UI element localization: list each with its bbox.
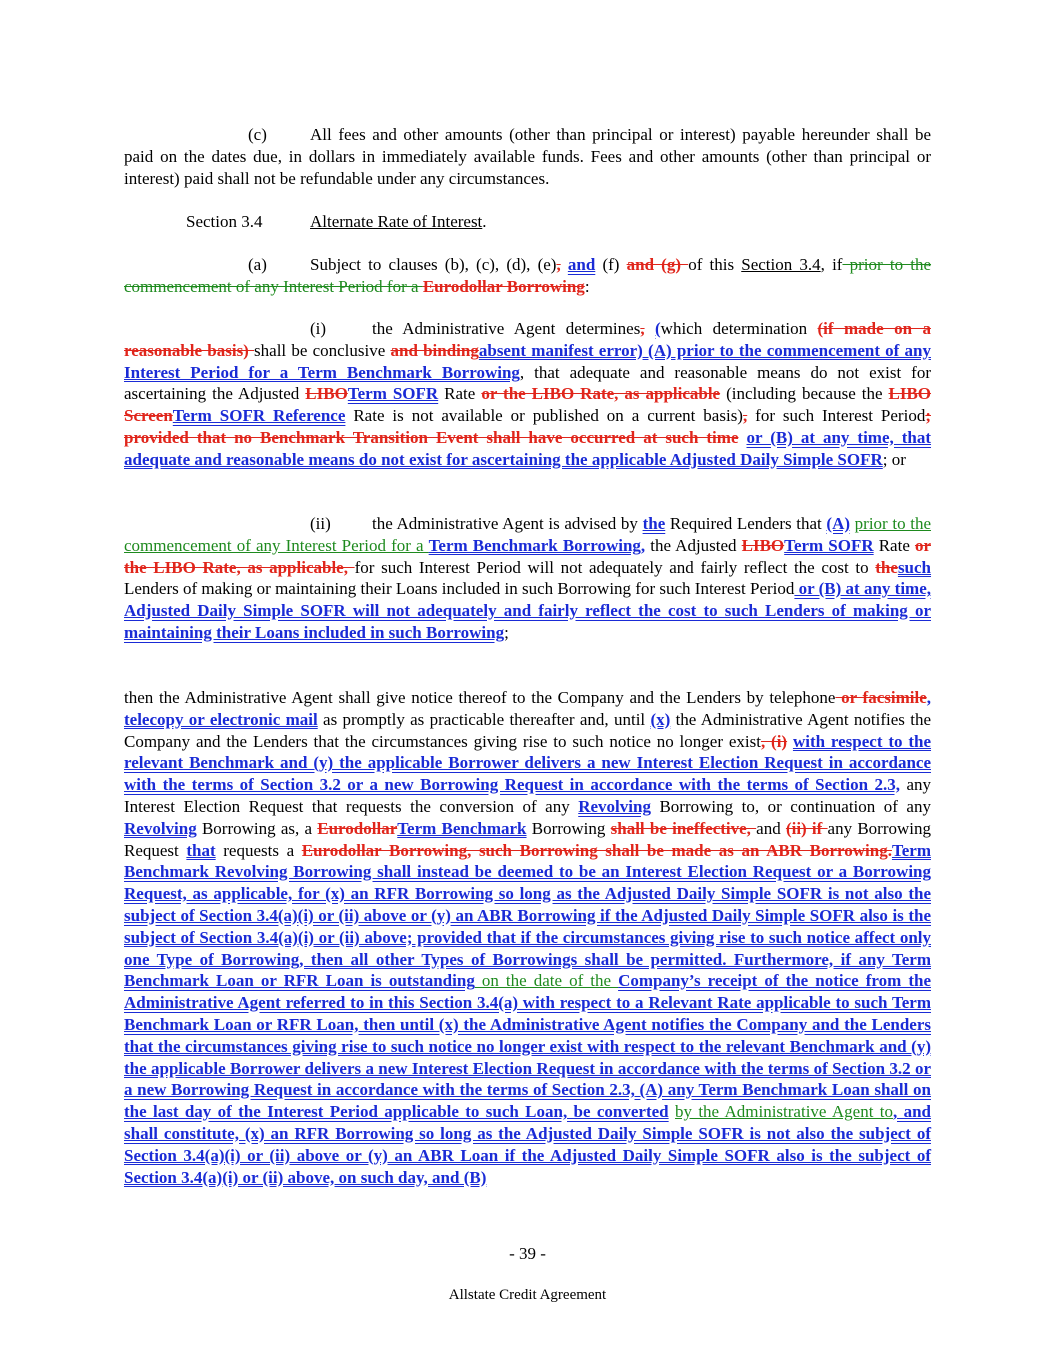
text-run: as promptly as practicable thereafter and, until (317, 709, 651, 729)
deleted-text: Eurodollar (317, 818, 398, 838)
inserted-text: the (642, 514, 666, 533)
text-run: any Borrowing Request (124, 818, 931, 860)
inserted-text: Revolving (578, 796, 651, 816)
inserted-text: Term SOFR (347, 384, 439, 404)
text-run: and (756, 818, 786, 838)
inserted-text: with respect to the relevant Benchmark and (y) the applicable Borrower delivers a new Interest Election Request in accordance with the terms of Section 3.2 or a new Borrowing Request in accordance with the terms of Section 2.3, (124, 731, 932, 795)
paragraph-c-text: All fees and other amounts (other than principal or interest) payable hereunder shall be paid on the dates due, in dollars in immediately available funds. Fees and other amounts (other than principal or interest) paid shall not be refundable under any circumstances. (124, 125, 931, 188)
deleted-text: the (875, 557, 898, 577)
section-heading (124, 211, 931, 233)
inserted-text: Term SOFR (784, 535, 874, 555)
text-run: Borrowing to, or continuation of any (650, 796, 931, 816)
inserted-text: that (186, 840, 216, 860)
text-run: Rate is not available or published on a current basis) (345, 406, 743, 426)
inserted-text: such (897, 557, 932, 577)
inserted-text: , telecopy or electronic mail (124, 688, 931, 729)
deleted-text: shall be ineffective, (610, 818, 757, 838)
text-run: (f) (595, 255, 627, 274)
text-run: requests a (215, 840, 302, 860)
text-run: the Administrative Agent is advised by (372, 514, 643, 533)
inserted-text: Company’s receipt of the notice from the Administrative Agent referred to in this Section 3.4(a) with respect to a Relevant Rate applicable to such Term Benchmark Loan or RFR Loan, then until (x) the Administrative Agent notifies the Company and the Lenders that the circumstances giving rise to such notice no longer exist with respect to the relevant Benchmark and (y) the applicable Borrower delivers a new Interest Election Request in accordance with the terms of Section 3.2 or a new Borrowing Request in accordance with the terms of Section 2.3, (A) any Term Benchmark Loan shall on the last day of the Interest Period applicable to such Loan, be converted (124, 971, 931, 1122)
text-run: of this (688, 255, 742, 274)
text-run: then the Administrative Agent shall give notice thereof to the Company and the Lenders by telephone (124, 688, 836, 707)
text-run: , if (820, 255, 843, 274)
deleted-text: , (640, 319, 645, 338)
moved-to-text: by the Administrative Agent to (674, 1102, 893, 1122)
paragraph-ii (124, 513, 931, 644)
inserted-text: Term SOFR Reference (172, 406, 346, 426)
moved-from-text: prior to the commencement of any Interest Period for a (124, 255, 932, 296)
text-run: Subject to clauses (b), (c), (d), (e) (310, 255, 557, 274)
text-run: for such Interest Period (747, 406, 926, 426)
text-run: any Interest Election Request that requests the conversion of any (124, 775, 931, 816)
text-run (561, 255, 568, 274)
inserted-text: Term Benchmark (397, 818, 527, 838)
paragraph-a-label: (a) (248, 255, 267, 274)
deleted-text: Eurodollar Borrowing (422, 276, 585, 296)
inserted-text: Term Benchmark Revolving Borrowing shall instead be deemed to be an Interest Election Request or a Borrowing Request, as applicable, for (x) an RFR Borrowing so long as the Adjusted Daily Simple SOFR is not also the subject of Section 3.4(a)(i) or (ii) above or (y) an ABR Borrowing if the Adjusted Daily Simple SOFR also is the subject of Section 3.4(a)(i) or (ii) above; provided that if the circumstances giving rise to such notice affect only one Type of Borrowing, then all other Types of Borrowings shall be permitted. Furthermore, if any Term Benchmark Loan or RFR Loan is outstanding (124, 840, 931, 991)
paragraph-a (124, 254, 931, 298)
deleted-text: LIBO (305, 384, 348, 404)
text-run: Borrowing as, a (196, 818, 318, 838)
text-run: the Administrative Agent notifies the Company and the Lenders that the circumstances giving rise to such notice no longer exist (124, 709, 931, 751)
inserted-text: Term Benchmark Borrowing, (428, 535, 646, 555)
deleted-text: , (556, 255, 561, 274)
text-run: the Adjusted (645, 535, 742, 555)
text-run: the Administrative Agent determines (372, 319, 641, 338)
deleted-text: and binding (390, 340, 479, 360)
deleted-text: and (g) (626, 255, 689, 274)
inserted-text: (A) (826, 514, 851, 533)
deleted-text: ; provided that no Benchmark Transition Event shall have occurred at such time (124, 406, 931, 447)
deleted-text: (if made on a reasonable basis) (124, 319, 931, 360)
deleted-text: Eurodollar Borrowing, such Borrowing shall be made as an ABR Borrowing. (301, 840, 892, 860)
paragraph-i (124, 318, 931, 471)
paragraph-i-label: (i) (310, 319, 327, 338)
section-reference: Section 3.4 (741, 255, 821, 274)
paragraph-then (124, 687, 931, 1188)
section-title-period: . (482, 212, 487, 231)
section-title: Alternate Rate of Interest (310, 212, 483, 231)
paragraph-ii-label: (ii) (310, 514, 331, 533)
inserted-text: or (B) at any time, Adjusted Daily Simple SOFR will not adequately and fairly reflect the cost to such Lenders of making or maintaining their Loans included in such Borrowing (124, 579, 932, 642)
deleted-text: (ii) if (785, 818, 828, 838)
text-run: Required Lenders that (665, 514, 827, 533)
paragraph-c-label: (c) (248, 125, 267, 144)
text-run: ; (504, 622, 509, 642)
paragraph-c (124, 124, 931, 189)
text-run: Rate (873, 535, 915, 555)
deleted-text: LIBO Screen (124, 384, 932, 426)
page-number: - 39 - (509, 1244, 546, 1263)
text-run: shall be conclusive (254, 340, 391, 360)
deleted-text: or facsimile (835, 688, 927, 707)
inserted-text: Revolving (124, 818, 197, 838)
text-run: (including because the (720, 384, 889, 404)
text-run: which determination (660, 319, 818, 338)
text-run: ; or (882, 449, 906, 469)
inserted-text: (x) (650, 709, 671, 729)
document-title: Allstate Credit Agreement (448, 1287, 607, 1303)
deleted-text: LIBO (741, 535, 785, 555)
deleted-text: or the LIBO Rate, as applicable, (124, 535, 931, 577)
moved-to-text: prior to the commencement of any Interest Period for a (124, 514, 932, 555)
text-run: , that adequate and reasonable means do not exist for ascertaining the Adjusted (124, 362, 931, 404)
inserted-text: ( (655, 319, 661, 338)
moved-to-text: on the date of the (474, 971, 619, 991)
section-number: Section 3.4 (186, 212, 263, 231)
text-run: for such Interest Period will not adequately and fairly reflect the cost to (354, 557, 876, 577)
inserted-text: , and shall constitute, (x) an RFR Borrowing so long as the Adjusted Daily Simple SOFR is not also the subject of Section 3.4(a)(i) or (ii) above or (y) an ABR Loan if the Adjusted Daily Simple SOFR also is the subject of Section 3.4(a)(i) or (ii) above, on such day, and (B) (124, 1102, 931, 1187)
deleted-text: , (742, 406, 748, 426)
inserted-text: or (B) at any time, that adequate and reasonable means do not exist for ascertaining the applicable Adjusted Daily Simple SOFR (124, 427, 932, 469)
text-run (645, 319, 655, 338)
text-run: Rate (438, 384, 482, 404)
deleted-text: or the LIBO Rate, as applicable (481, 384, 721, 404)
inserted-text: and (567, 255, 596, 274)
deleted-text: , (i) (760, 731, 788, 751)
text-run: Lenders of making or maintaining their Loans included in such Borrowing for such Interest Period (124, 579, 795, 599)
inserted-text: absent manifest error) (A) prior to the commencement of any Interest Period for a Term Benchmark Borrowing (124, 340, 931, 382)
text-run: : (584, 276, 590, 296)
text-run: Borrowing (526, 818, 611, 838)
